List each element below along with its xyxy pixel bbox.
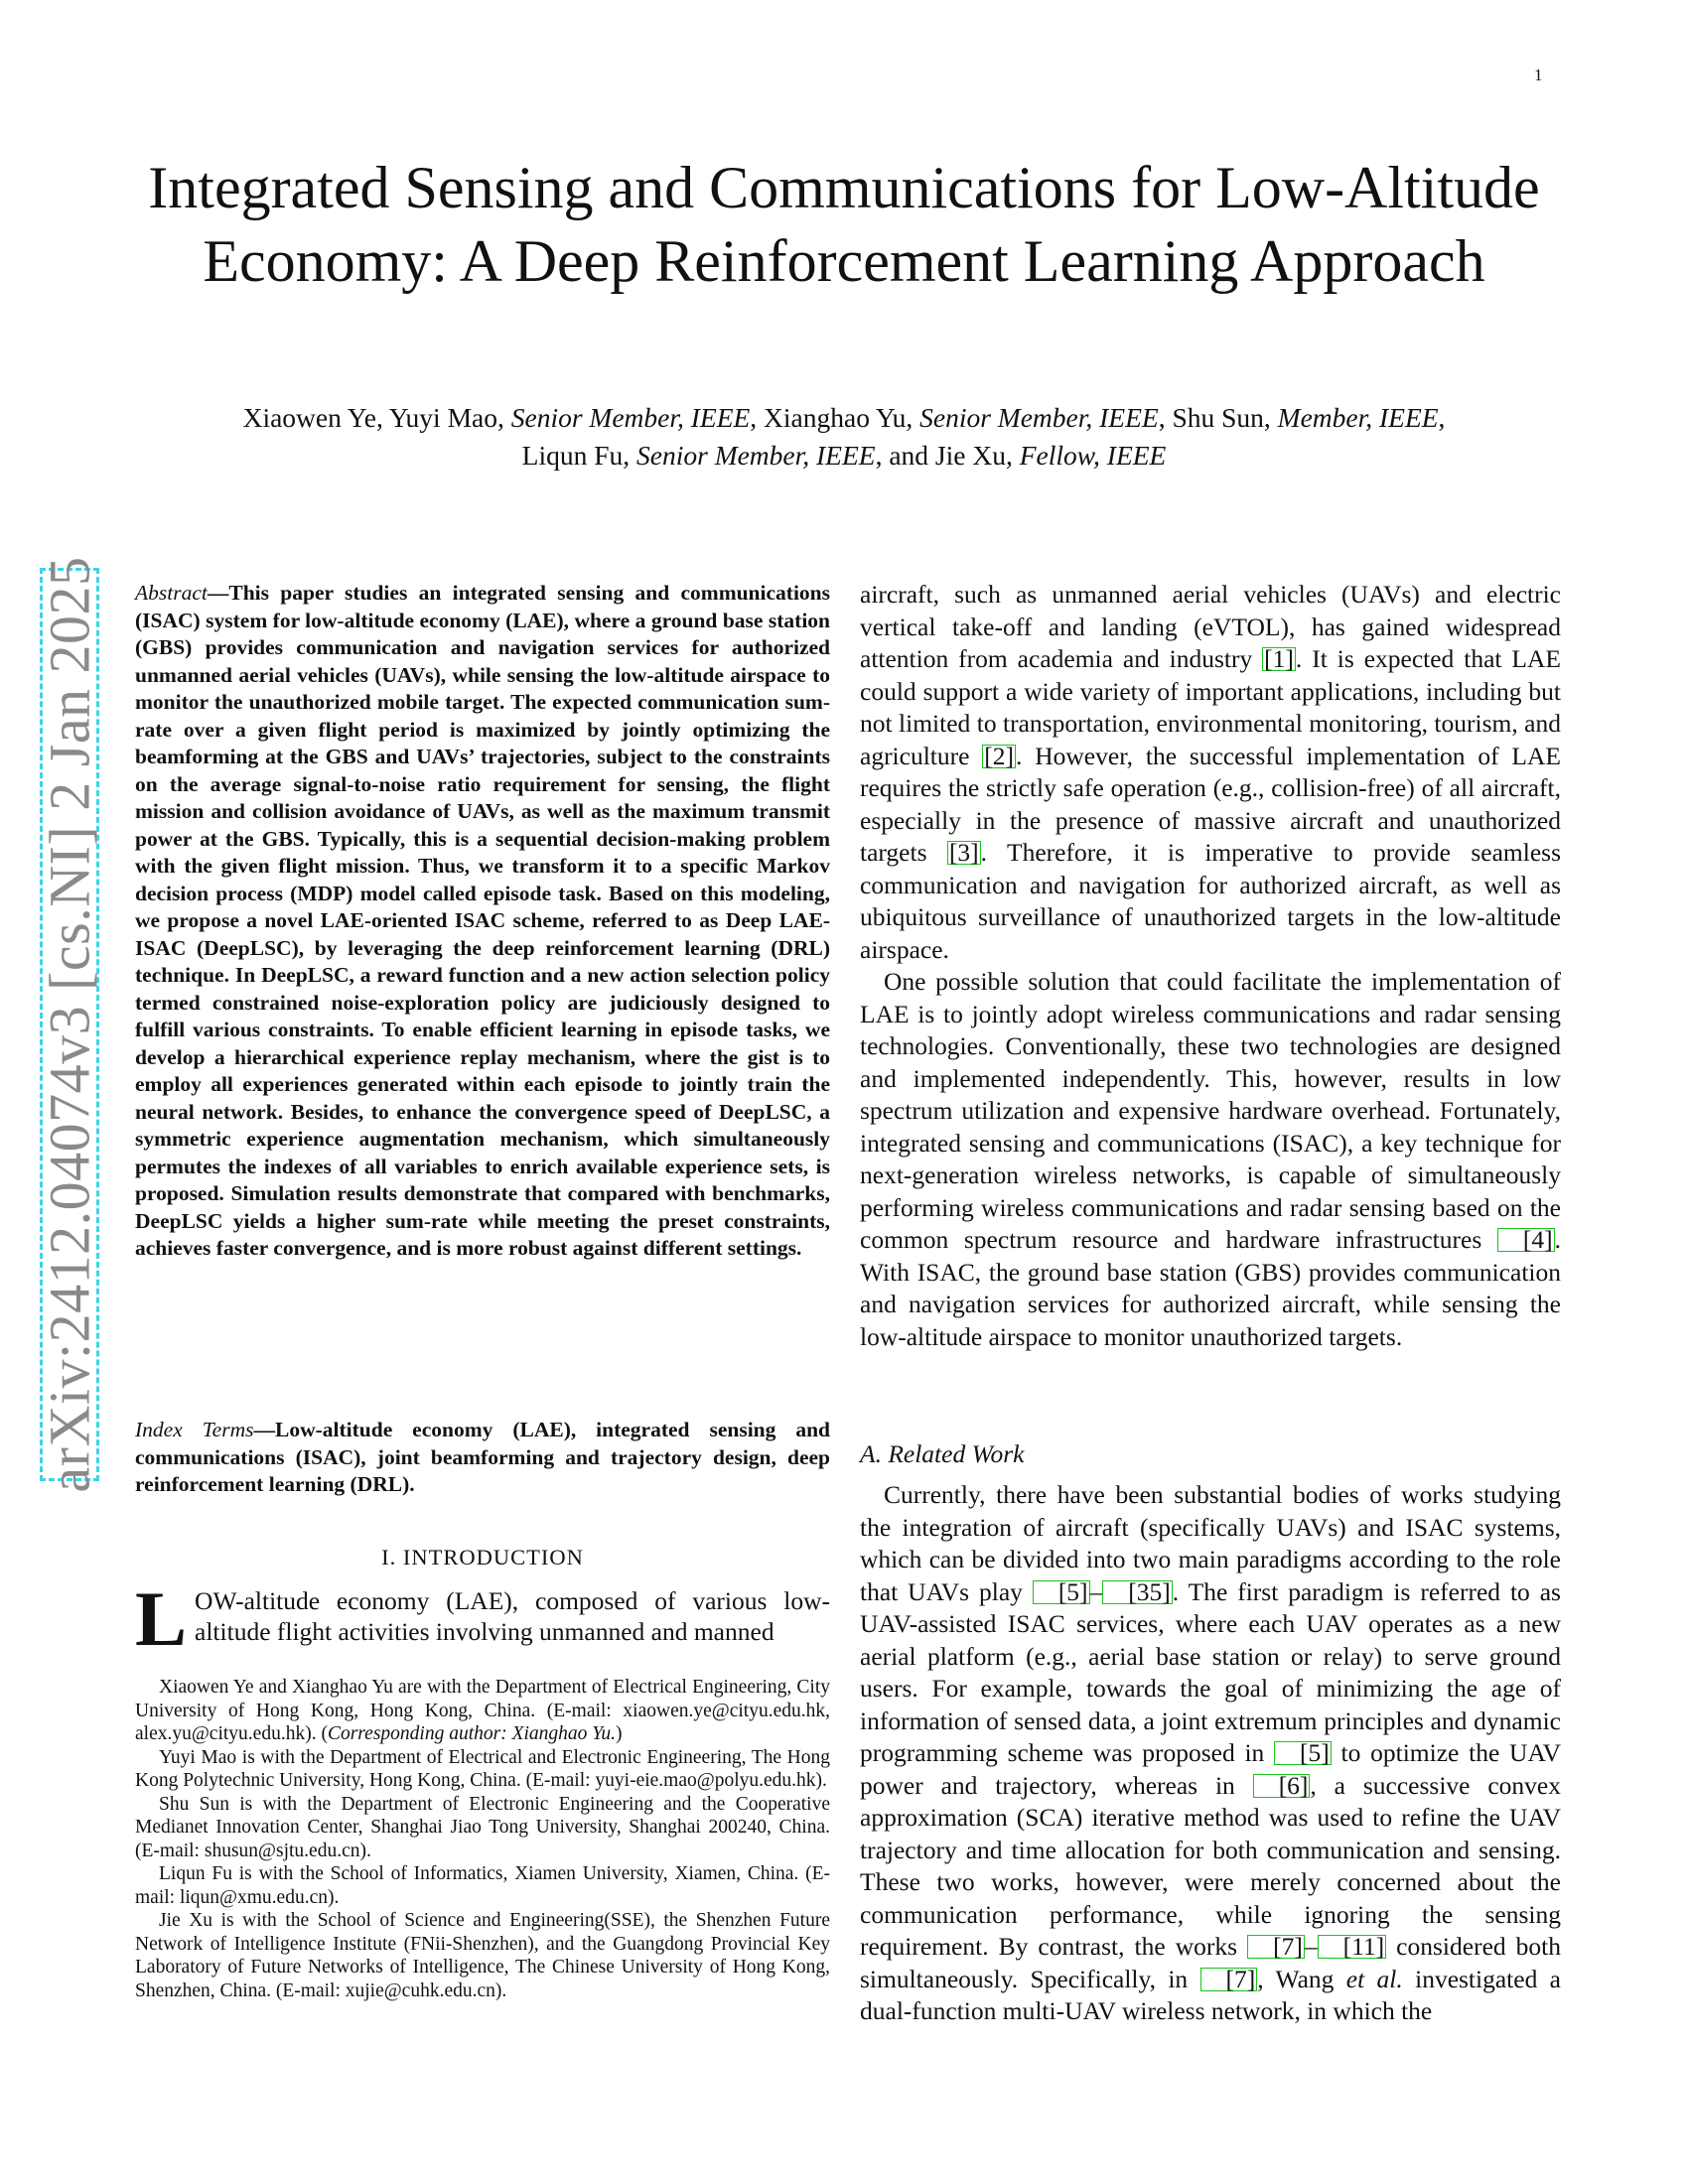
citation-link[interactable]: [5] — [1033, 1580, 1090, 1604]
citation-link[interactable]: [5] — [1274, 1741, 1332, 1765]
arxiv-stamp — [37, 556, 102, 1493]
body-text: to optimize the UAV power and trajectory, whereas in — [860, 1738, 1561, 1800]
right-column-bottom — [860, 1479, 1561, 2028]
author-names: Xiaowen Ye, Yuyi Mao, — [242, 402, 511, 433]
author-names: , and Jie Xu, — [875, 440, 1020, 471]
body-text: . It is expected that LAE could support a wide variety of important applications, including but not limited to transportation, environmental monitoring, tourism, and agriculture — [860, 644, 1561, 770]
citation-link[interactable]: [7] — [1200, 1968, 1258, 1991]
author-role: Member, IEEE — [1277, 402, 1439, 433]
paper-title: Integrated Sensing and Communications for Low-Altitude Economy: A Deep Reinforcement Learning Approach — [148, 155, 1540, 294]
citation-link[interactable]: [3] — [948, 838, 979, 867]
author-role: Fellow, IEEE — [1019, 440, 1167, 471]
body-text: . The first paradigm is referred to as UAV-assisted ISAC services, where each UAV operates as a new aerial platform (e.g., aerial base station or relay) to serve ground users. For example, towards the goal of minimizing the age of information of sensed data, a joint extremum principles and dynamic programming scheme was proposed in — [860, 1576, 1561, 1767]
intro-continued-paragraph — [860, 579, 1561, 966]
body-text: – — [1304, 1932, 1318, 1961]
abstract — [135, 580, 830, 1263]
body-text: aircraft, such as unmanned aerial vehicles (UAVs) and electric vertical take-off and landing (eVTOL), has gained widespread attention from academia and industry — [860, 580, 1561, 673]
body-text: . With ISAC, the ground base station (GBS) provides communication and navigation services for authorized aircraft, while sensing the low-altitude airspace to monitor unauthorized targets. — [860, 1225, 1561, 1351]
footnote — [135, 1676, 830, 1746]
footnote-text: Shu Sun is with the Department of Electronic Engineering and the Cooperative Medianet Innovation Center, Shanghai Jiao Tong University, Shanghai 200240, China. (E-mail: shusun@sjtu.edu.cn). — [135, 1793, 830, 1861]
body-text: , a successive convex approximation (SCA) iterative method was used to refine the UAV trajectory and time allocation for both communication and sensing. These two works, however, were merely concerned about the communication performance, while ignoring the sensing requirement. By contrast, the works — [860, 1770, 1561, 1961]
related-work-paragraph — [860, 1479, 1561, 2028]
citation-link[interactable]: [11] — [1318, 1935, 1387, 1959]
footnote — [135, 1909, 830, 2002]
intro-paragraph — [135, 1575, 830, 1662]
body-text: considered both simultaneously. Specifically, in — [860, 1932, 1562, 1993]
body-text: One possible solution that could facilitate the implementation of LAE is to jointly adopt wireless communications and radar sensing technologies. Conventionally, these two technologies are designed and implemented independently. This, however, results in low spectrum utilization and expensive hardware overhead. Fortunately, integrated sensing and communications (ISAC), a key technique for next-generation wireless networks, is capable of simultaneously performing wireless communications and radar sensing based on the common spectrum resource and hardware infrastructures — [860, 967, 1561, 1254]
footnotes — [135, 1676, 830, 2002]
abstract-text: —This paper studies an integrated sensing and communications (ISAC) system for low-altitude economy (LAE), where a ground base station (GBS) provides communication and navigation services for authorized unmanned aerial vehicles (UAVs), while sensing the low-altitude airspace to monitor the unauthorized mobile target. The expected communication sum-rate over a given flight period is maximized by jointly optimizing the beamforming at the GBS and UAVs’ trajectories, subject to the constraints on the average signal-to-noise ratio requirement for sensing, the flight mission and collision avoidance of UAVs, as well as the maximum transmit power at the GBS. Typically, this is a sequential decision-making problem with the given flight mission. Thus, we transform it to a specific Markov decision process (MDP) model called episode task. Based on this modeling, we propose a novel LAE-oriented ISAC scheme, referred to as Deep LAE-ISAC (DeepLSC), by leveraging the deep reinforcement learning (DRL) technique. In DeepLSC, a reward function and a new action selection policy termed constrained noise-exploration policy are judiciously designed to fulfill various constraints. To enable efficient learning in episode tasks, we develop a hierarchical experience replay mechanism, where the gist is to employ all experiences generated within each episode to jointly train the neural network. Besides, to enhance the convergence speed of DeepLSC, a symmetric experience augmentation mechanism, which simultaneously permutes the indexes of all variables to enrich available experience sets, is proposed. Simulation results demonstrate that compared with benchmarks, DeepLSC yields a higher sum-rate while meeting the preset constraints, achieves faster convergence, and is more robust against different settings. — [135, 581, 830, 1260]
footnote — [135, 1793, 830, 1863]
body-text: Currently, there have been substantial bodies of works studying the integration of aircraft (specifically UAVs) and ISAC systems, which can be divided into two main paradigms according to the role that UAVs play — [860, 1480, 1561, 1606]
citation-link[interactable]: [6] — [1253, 1774, 1311, 1798]
author-names: , Shu Sun, — [1158, 402, 1278, 433]
intro-text: OW-altitude economy (LAE), composed of various low-altitude flight activities involving unmanned and manned — [195, 1586, 830, 1646]
body-text: . Therefore, it is imperative to provide seamless communication and navigation for authorized aircraft, as well as ubiquitous surveillance of unauthorized targets in the low-altitude airspace. — [860, 838, 1561, 964]
right-column-top — [860, 579, 1561, 1353]
footnote-tail: ) — [615, 1723, 623, 1744]
isac-paragraph — [860, 966, 1561, 1353]
author-line-2 — [119, 437, 1569, 475]
body-text: , Wang — [1257, 1964, 1346, 1993]
citation-link[interactable]: [2] — [984, 741, 1015, 770]
abstract-label: Abstract — [135, 581, 208, 605]
footnote — [135, 1862, 830, 1909]
footnote-text: Jie Xu is with the School of Science and Engineering(SSE), the Shenzhen Future Network of Intelligence Institute (FNii-Shenzhen), and the Guangdong Provincial Key Laboratory of Future Networks of Intelligence, The Chinese University of Hong Kong, Shenzhen, China. (E-mail: xujie@cuhk.edu.cn). — [135, 1910, 830, 2001]
footnote — [135, 1746, 830, 1793]
author-list — [119, 399, 1569, 475]
index-terms-label: Index Terms — [135, 1418, 254, 1441]
body-text-italic: et al. — [1345, 1964, 1403, 1993]
arxiv-id: arXiv:2412.04074v3 [cs.NI] 2 Jan 2025 — [37, 556, 102, 1493]
section-heading-introduction: I. INTRODUCTION — [381, 1545, 584, 1570]
body-text: investigated a dual-function multi-UAV wireless network, in which the — [860, 1964, 1561, 2025]
subsection-heading-related-work: A. Related Work — [860, 1439, 1025, 1468]
footnote-text: Yuyi Mao is with the Department of Electrical and Electronic Engineering, The Hong Kong Polytechnic University, Hong Kong, China. (E-mail: yuyi-eie.mao@polyu.edu.hk). — [135, 1746, 830, 1791]
citation-link[interactable]: [4] — [1497, 1228, 1555, 1252]
author-names: Liqun Fu, — [521, 440, 637, 471]
citation-link[interactable]: [7] — [1247, 1935, 1305, 1959]
index-terms-text: —Low-altitude economy (LAE), integrated sensing and communications (ISAC), joint beamforming and trajectory design, deep reinforcement learning (DRL). — [135, 1418, 830, 1496]
author-role: Senior Member, IEEE — [510, 402, 751, 433]
author-line-1 — [119, 399, 1569, 437]
footnote-text: Xiaowen Ye and Xianghao Yu are with the Department of Electrical Engineering, City University of Hong Kong, Hong Kong, China. (E-mail: xiaowen.ye@cityu.edu.hk, alex.yu@cityu.edu.hk). ( — [135, 1677, 830, 1744]
citation-link[interactable]: [1] — [1264, 644, 1294, 673]
body-text: – — [1089, 1576, 1103, 1606]
author-names: , Xianghao Yu, — [750, 402, 920, 433]
drop-cap: L — [135, 1575, 188, 1662]
author-names: , — [1438, 402, 1446, 433]
index-terms — [135, 1417, 830, 1499]
footnote-text: Liqun Fu is with the School of Informatics, Xiamen University, Xiamen, China. (E-mail: liqun@xmu.edu.cn). — [135, 1863, 830, 1908]
citation-link[interactable]: [35] — [1102, 1580, 1172, 1604]
author-role: Senior Member, IEEE — [919, 402, 1159, 433]
footnote-italic: Corresponding author: Xianghao Yu. — [327, 1723, 616, 1744]
author-role: Senior Member, IEEE — [636, 440, 876, 471]
body-text: . However, the successful implementation of LAE requires the strictly safe operation (e.g., collision-free) of all aircraft, especially in the presence of massive aircraft and unauthorized targets — [860, 741, 1561, 867]
page-number: 1 — [1534, 66, 1543, 84]
